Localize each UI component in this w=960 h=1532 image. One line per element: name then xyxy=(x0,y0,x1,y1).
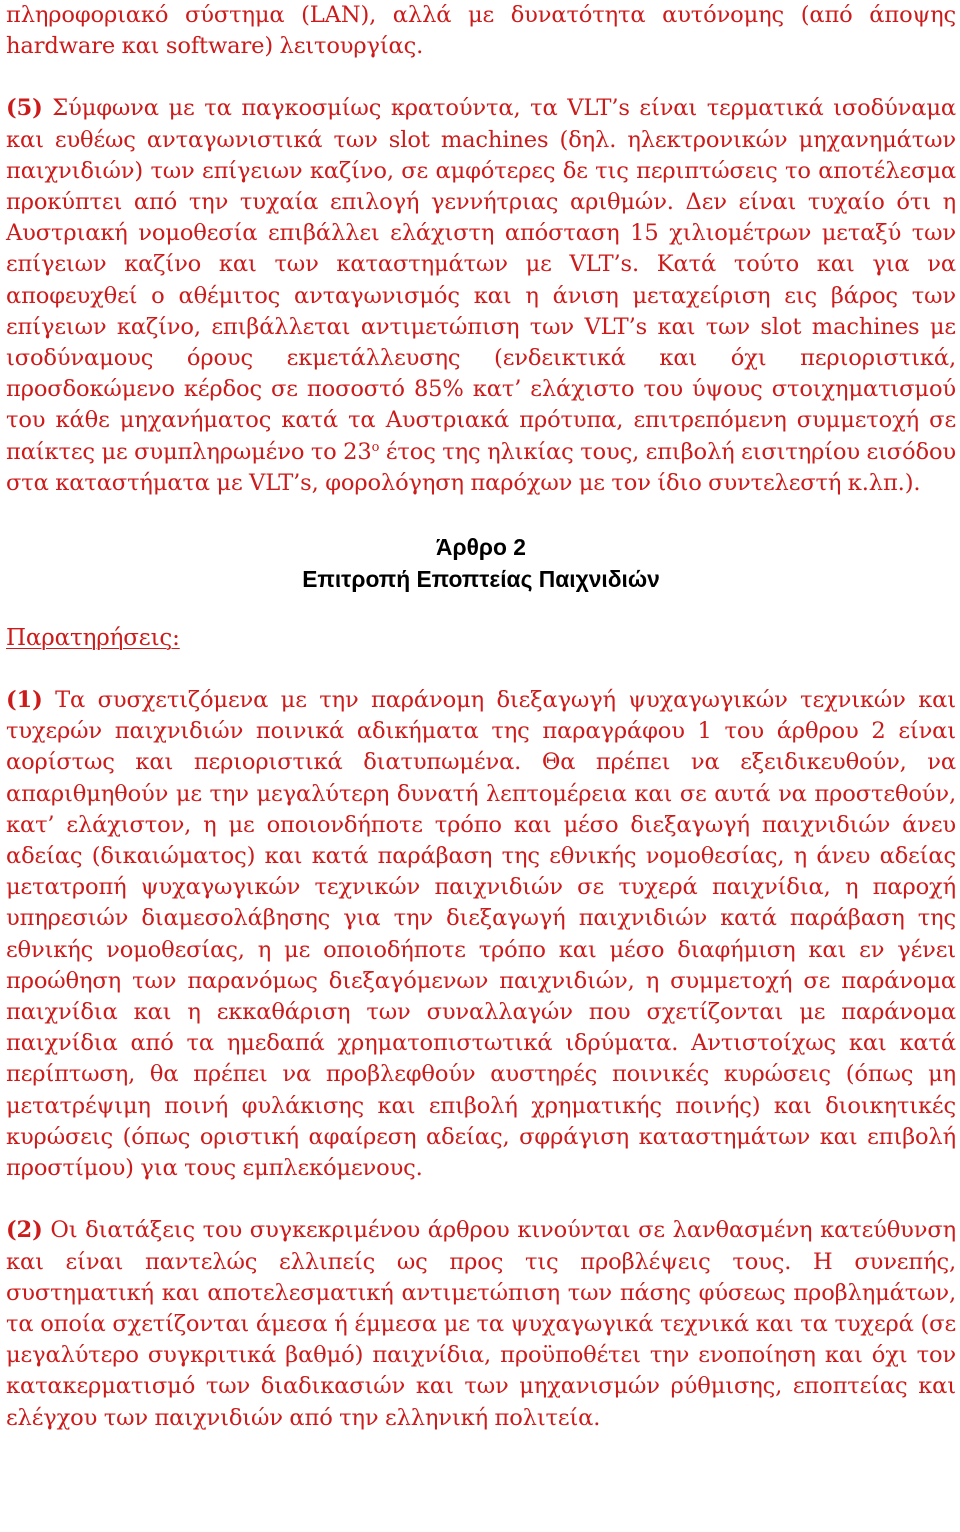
point-5-ordinal-sup: ο xyxy=(371,439,380,455)
remarks-label: Παρατηρήσεις: xyxy=(6,625,180,652)
remark-1-paragraph xyxy=(6,685,956,1184)
article-title: Άρθρο 2 xyxy=(436,534,526,561)
point-5-paragraph xyxy=(6,93,956,499)
remark-2-paragraph xyxy=(6,1215,956,1433)
point-5-text-b: έτος της ηλικίας τους, επιβολή εισιτηρίου εισόδου στα καταστήματα με VLT’s, φορολόγηση παρόχων με τον ίδιο συντελεστή κ.λπ.). xyxy=(6,438,957,496)
remark-1-text: Τα συσχετιζόμενα με την παράνομη διεξαγωγή ψυχαγωγικών τεχνικών και τυχερών παιχνιδιών ποινικά αδικήματα της παραγράφου 1 του άρθρου 2 είναι αορίστως και περιοριστικά διατυπωμένα. Θα πρέπει να εξειδικευθούν, να απαριθμηθούν με την μεγαλύτερη δυνατή λεπτομέρεια και σε αυτά να προστεθούν, κατ’ ελάχιστον, η με οποιονδήποτε τρόπο και μέσο διεξαγωγή παιχνιδιών άνευ αδείας (δικαιώματος) και κατά παράβαση της εθνικής νομοθεσίας, η άνευ αδείας μετατροπή ψυχαγωγικών τεχνικών παιχνιδιών σε τυχερά παιχνίδια, η παροχή υπηρεσιών διαμεσολάβησης για την διεξαγωγή παιχνιδιών κατά παράβαση της εθνικής νομοθεσίας, η με οποιοδήποτε τρόπο και μέσο διαφήμιση και εν γένει προώθηση των παρανόμως διεξαγόμενων παιχνιδιών, η συμμετοχή σε παράνομα παιχνίδια και η εκκαθάριση των συναλλαγών που σχετίζονται με παράνομα παιχνίδια από τα ημεδαπά χρηματοπιστωτικά ιδρύματα. Αντιστοίχως και κατά περίπτωση, θα πρέπει να προβλεφθούν αυστηρές ποινικές κυρώσεις (όπως μη μετατρέψιμη ποινή φυλάκισης και επιβολή χρηματικής ποινής) και διοικητικές κυρώσεις (όπως οριστική αφαίρεση αδείας, σφράγιση καταστημάτων και επιβολή προστίμου) για τους εμπλεκόμενους. xyxy=(6,687,956,1182)
article-subtitle: Επιτροπή Εποπτείας Παιχνιδιών xyxy=(302,566,660,593)
spacer xyxy=(6,1184,956,1215)
remark-2-number: (2) xyxy=(6,1217,43,1244)
point-5-number: (5) xyxy=(6,95,43,122)
point-5-text-a: Σύμφωνα με τα παγκοσμίως κρατούντα, τα VLT’s είναι τερματικά ισοδύναμα και ευθέως ανταγωνιστικά των slot machines (δηλ. ηλεκτρονικών μηχανημάτων παιχνιδιών) των επίγειων καζίνο, σε αμφότερες δε τις περιπτώσεις το αποτέλεσμα προκύπτει από την τυχαία επιλογή γεννήτριας αριθμών. Δεν είναι τυχαίο ότι η Αυστριακή νομοθεσία επιβάλλει ελάχιστη απόσταση 15 χιλιομέτρων μεταξύ των επίγειων καζίνο και των καταστημάτων με VLT’s. Κατά τούτο και για να αποφευχθεί ο αθέμιτος ανταγωνισμός και η άνιση μεταχείριση εις βάρος των επίγειων καζίνο, επιβάλλεται αντιμετώπιση των VLT’s και των slot machines με ισοδύναμους όρους εκμετάλλευσης (ενδεικτικά και όχι περιοριστικά, προσδοκώμενο κέρδος σε ποσοστό 85% κατ’ ελάχιστο του ύψους στοιχηματισμού του κάθε μηχανήματος κατά τα Αυστριακά πρότυπα, επιτρεπόμενη συμμετοχή σε παίκτες με συμπληρωμένο το 23 xyxy=(6,95,956,465)
spacer xyxy=(6,654,956,685)
intro-paragraph xyxy=(6,0,956,62)
document-page xyxy=(6,0,956,1434)
article-heading xyxy=(6,531,956,595)
remark-1-number: (1) xyxy=(6,687,43,714)
intro-text: πληροφοριακό σύστημα (LAN), αλλά με δυνατότητα αυτόνομης (από άποψης hardware και software) λειτουργίας. xyxy=(6,2,956,60)
spacer xyxy=(6,62,956,93)
remark-2-text: Οι διατάξεις του συγκεκριμένου άρθρου κινούνται σε λανθασμένη κατεύθυνση και είναι παντελώς ελλιπείς ως προς τις προβλέψεις τους. Η συνεπής, συστηματική και αποτελεσματική αντιμετώπιση των πάσης φύσεως προβλημάτων, τα οποία σχετίζονται άμεσα ή έμμεσα με τα ψυχαγωγικά τεχνικά και τα τυχερά (σε μεγαλύτερο συγκριτικά βαθμό) παιχνίδια, προϋποθέτει την ενοποίηση και όχι τον κατακερματισμό των διαδικασιών και των μηχανισμών ρύθμισης, εποπτείας και ελέγχου των παιχνιδιών από την ελληνική πολιτεία. xyxy=(6,1217,956,1431)
